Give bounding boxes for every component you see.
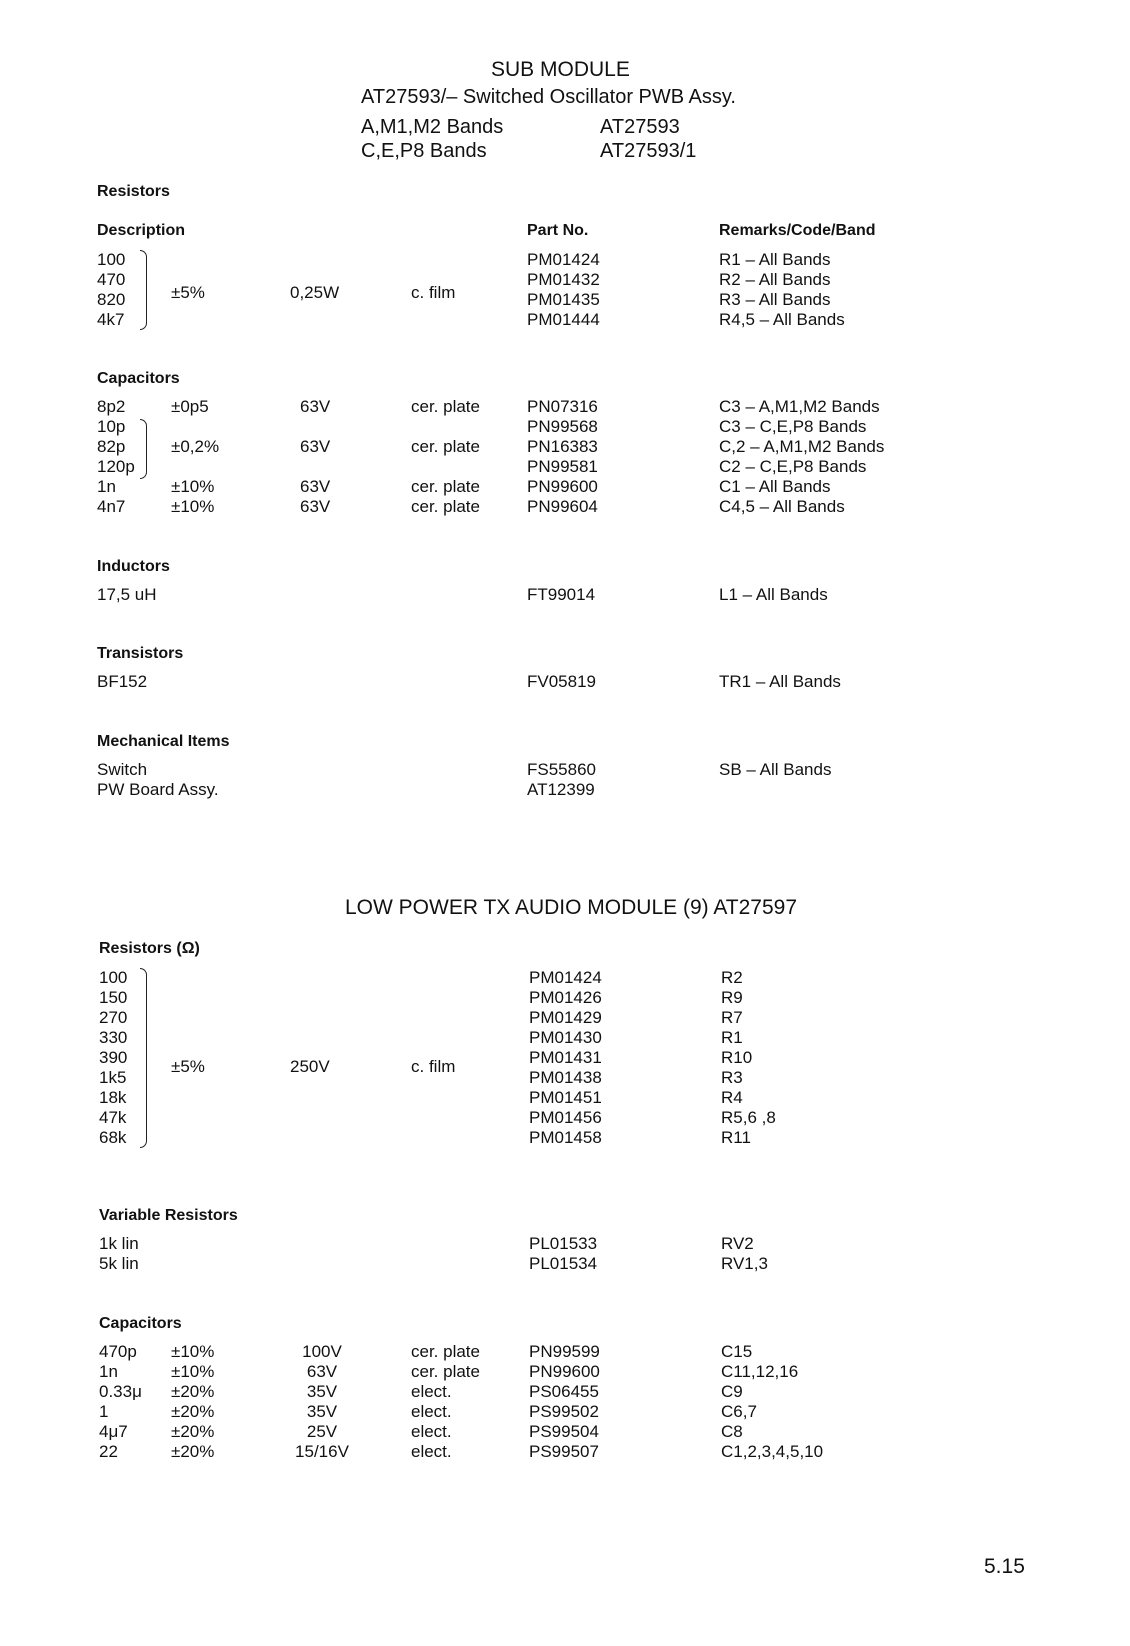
part-number: PM01424 <box>527 250 600 269</box>
resistor-remarks <box>719 250 845 330</box>
remark: RV1,3 <box>721 1254 768 1273</box>
capacitor-value: 4n7 <box>97 497 126 516</box>
resistor-values <box>97 250 125 330</box>
part-number: PS99502 <box>529 1402 599 1421</box>
capacitor-value: 4μ7 <box>99 1422 128 1441</box>
sub-module-subtitle: AT27593/– Switched Oscillator PWB Assy. <box>361 86 736 108</box>
remark: C3 – A,M1,M2 Bands <box>719 397 880 416</box>
capacitor-tolerance: ±20% <box>171 1442 215 1461</box>
group-brace <box>140 250 147 330</box>
part-number: PL01533 <box>529 1234 598 1253</box>
remark: R1 – All Bands <box>719 250 831 269</box>
capacitor-value: 82p <box>97 437 126 456</box>
resistor-rating: 0,25W <box>290 283 340 302</box>
capacitor-tolerance: ±10% <box>171 477 215 496</box>
resistor-value: 470 <box>97 270 126 289</box>
page-number: 5.15 <box>984 1555 1025 1578</box>
part-number: PM01432 <box>527 270 600 289</box>
capacitor-type: elect. <box>411 1442 452 1461</box>
resistor-value: 270 <box>99 1008 128 1027</box>
variable-resistors-heading: Variable Resistors <box>99 1207 238 1224</box>
capacitor-voltage: 63V <box>300 437 331 456</box>
capacitor-tolerance: ±10% <box>171 1342 215 1361</box>
part-number: PN99599 <box>529 1342 600 1361</box>
part-number: PM01438 <box>529 1068 602 1087</box>
capacitor-tolerance: ±20% <box>171 1422 215 1441</box>
audio-capacitors-heading: Capacitors <box>99 1315 182 1332</box>
variant-bands-2: C,E,P8 Bands <box>361 140 487 162</box>
audio-capacitor-voltages <box>292 1342 352 1462</box>
variable-resistor-descs <box>99 1234 139 1274</box>
capacitor-tolerance: ±0p5 <box>171 397 209 416</box>
remark: R5,6 ,8 <box>721 1108 776 1127</box>
variant-code-1: AT27593 <box>600 116 680 138</box>
capacitor-voltage: 63V <box>300 477 331 496</box>
description-header: Description <box>97 222 186 239</box>
capacitor-value: 0.33μ <box>99 1382 142 1401</box>
remark: C,2 – A,M1,M2 Bands <box>719 437 885 456</box>
capacitor-tolerance: ±20% <box>171 1382 215 1401</box>
mechanical-descs <box>97 760 219 800</box>
capacitor-value: 1n <box>99 1362 118 1381</box>
part-number: AT12399 <box>527 780 595 799</box>
part-number: FS55860 <box>527 760 596 779</box>
capacitor-type: elect. <box>411 1382 452 1401</box>
capacitor-tolerance: ±10% <box>171 1362 215 1381</box>
remark: R10 <box>721 1048 753 1067</box>
variant-bands-1: A,M1,M2 Bands <box>361 116 504 138</box>
part-number: PS06455 <box>529 1382 599 1401</box>
capacitor-tolerance: ±20% <box>171 1402 215 1421</box>
resistor-value: 4k7 <box>97 310 125 329</box>
resistor-value: 1k5 <box>99 1068 127 1087</box>
capacitor-tolerance: ±10% <box>171 497 215 516</box>
capacitor-values <box>97 397 135 517</box>
remark: C4,5 – All Bands <box>719 497 845 516</box>
mechanical-heading: Mechanical Items <box>97 733 230 750</box>
capacitor-type: cer. plate <box>411 477 480 496</box>
part-number: PM01435 <box>527 290 600 309</box>
capacitor-type: cer. plate <box>411 1362 480 1381</box>
remark: R2 – All Bands <box>719 270 831 289</box>
part-number: PN99568 <box>527 417 598 436</box>
capacitors-heading: Capacitors <box>97 370 180 387</box>
capacitor-voltage: 63V <box>300 397 331 416</box>
remark: R11 <box>721 1128 751 1147</box>
part-number: FV05819 <box>527 672 596 691</box>
sub-module-title: SUB MODULE <box>491 58 630 81</box>
resistor-value: 68k <box>99 1128 127 1147</box>
remark: C8 <box>721 1422 743 1441</box>
mechanical-desc: PW Board Assy. <box>97 780 219 799</box>
variable-resistor-desc: 5k lin <box>99 1254 139 1273</box>
remark: SB – All Bands <box>719 760 832 779</box>
remark: R9 <box>721 988 743 1007</box>
part-number: PM01456 <box>529 1108 602 1127</box>
capacitor-voltage: 63V <box>306 1362 338 1381</box>
capacitor-type: cer. plate <box>411 397 480 416</box>
remark: R7 <box>721 1008 743 1027</box>
capacitor-type: elect. <box>411 1402 452 1421</box>
remark: R2 <box>721 968 743 987</box>
capacitor-remarks <box>719 397 884 517</box>
inductors-heading: Inductors <box>97 558 170 575</box>
inductor-desc: 17,5 uH <box>97 585 157 604</box>
remark: R1 <box>721 1028 743 1047</box>
audio-resistor-remarks <box>721 968 776 1148</box>
part-number: PM01430 <box>529 1028 602 1047</box>
resistor-value: 100 <box>97 250 126 269</box>
transistor-desc: BF152 <box>97 672 148 691</box>
audio-capacitor-remarks <box>721 1342 823 1462</box>
capacitor-value: 10p <box>97 417 126 436</box>
remark: L1 – All Bands <box>719 585 828 604</box>
audio-resistor-parts <box>529 968 602 1148</box>
variable-resistor-remarks <box>721 1234 768 1274</box>
remark: R3 <box>721 1068 743 1087</box>
part-number: PM01458 <box>529 1128 602 1147</box>
group-brace <box>140 968 147 1148</box>
part-number: PN07316 <box>527 397 598 416</box>
remarks-header: Remarks/Code/Band <box>719 222 876 239</box>
part-number: PN99600 <box>529 1362 600 1381</box>
part-number: PN16383 <box>527 437 598 456</box>
part-number: PM01424 <box>529 968 602 987</box>
capacitor-parts <box>527 397 598 517</box>
remark: R4 <box>721 1088 743 1107</box>
capacitor-voltage: 25V <box>306 1422 338 1441</box>
resistor-value: 150 <box>99 988 128 1007</box>
capacitor-value: 22 <box>99 1442 118 1461</box>
part-number: PN99604 <box>527 497 598 516</box>
resistor-rating: 250V <box>290 1057 330 1076</box>
group-brace <box>140 419 147 479</box>
capacitor-voltage: 35V <box>306 1382 338 1401</box>
capacitor-value: 470p <box>99 1342 137 1361</box>
remark: C9 <box>721 1382 743 1401</box>
audio-module-title: LOW POWER TX AUDIO MODULE (9) AT27597 <box>345 896 798 919</box>
resistor-parts <box>527 250 600 330</box>
part-number: PM01426 <box>529 988 602 1007</box>
capacitor-voltage: 100V <box>302 1342 342 1361</box>
part-number: PL01534 <box>529 1254 598 1273</box>
audio-capacitor-values <box>99 1342 142 1462</box>
capacitor-type: cer. plate <box>411 437 480 456</box>
part-number: PM01429 <box>529 1008 602 1027</box>
capacitor-value: 8p2 <box>97 397 126 416</box>
remark: C1 – All Bands <box>719 477 831 496</box>
capacitor-type: cer. plate <box>411 1342 480 1361</box>
part-number: PN99600 <box>527 477 598 496</box>
resistor-type: c. film <box>411 1057 456 1076</box>
part-number: PM01444 <box>527 310 600 329</box>
part-number: PM01451 <box>529 1088 602 1107</box>
resistors-heading: Resistors <box>97 183 170 200</box>
capacitor-tolerance: ±0,2% <box>171 437 220 456</box>
remark: R4,5 – All Bands <box>719 310 845 329</box>
part-number: PS99504 <box>529 1422 599 1441</box>
resistor-value: 820 <box>97 290 126 309</box>
audio-resistors-heading: Resistors (Ω) <box>99 940 200 957</box>
variable-resistor-parts <box>529 1234 597 1274</box>
part-number: FT99014 <box>527 585 596 604</box>
remark: RV2 <box>721 1234 754 1253</box>
resistor-tolerance: ±5% <box>171 283 205 302</box>
audio-capacitor-types <box>411 1342 480 1462</box>
capacitor-voltage: 15/16V <box>295 1442 349 1461</box>
resistor-type: c. film <box>411 283 456 302</box>
remark: C11,12,16 <box>721 1362 799 1381</box>
resistor-value: 330 <box>99 1028 128 1047</box>
resistor-tolerance: ±5% <box>171 1057 205 1076</box>
mechanical-desc: Switch <box>97 760 148 779</box>
part-number: PN99581 <box>527 457 598 476</box>
remark: C2 – C,E,P8 Bands <box>719 457 867 476</box>
resistor-value: 390 <box>99 1048 128 1067</box>
remark: C6,7 <box>721 1402 757 1421</box>
part-number: PS99507 <box>529 1442 599 1461</box>
transistors-heading: Transistors <box>97 645 184 662</box>
part-number: PM01431 <box>529 1048 602 1067</box>
remark: TR1 – All Bands <box>719 672 841 691</box>
remark: C1,2,3,4,5,10 <box>721 1442 824 1461</box>
resistor-value: 18k <box>99 1088 127 1107</box>
part-no-header: Part No. <box>527 222 589 239</box>
capacitor-type: cer. plate <box>411 497 480 516</box>
variable-resistor-desc: 1k lin <box>99 1234 139 1253</box>
resistor-value: 100 <box>99 968 128 987</box>
audio-resistor-values <box>99 968 127 1148</box>
capacitor-voltage: 63V <box>300 497 331 516</box>
variant-code-2: AT27593/1 <box>600 140 697 162</box>
capacitor-value: 1 <box>99 1402 109 1421</box>
capacitor-voltage: 35V <box>306 1402 338 1421</box>
resistor-value: 47k <box>99 1108 127 1127</box>
audio-capacitor-parts <box>529 1342 600 1462</box>
capacitor-value: 120p <box>97 457 135 476</box>
capacitor-type: elect. <box>411 1422 452 1441</box>
mechanical-parts <box>527 760 596 800</box>
remark: C3 – C,E,P8 Bands <box>719 417 867 436</box>
capacitor-value: 1n <box>97 477 116 496</box>
remark: C15 <box>721 1342 753 1361</box>
remark: R3 – All Bands <box>719 290 831 309</box>
audio-capacitor-tolerances <box>171 1342 214 1462</box>
